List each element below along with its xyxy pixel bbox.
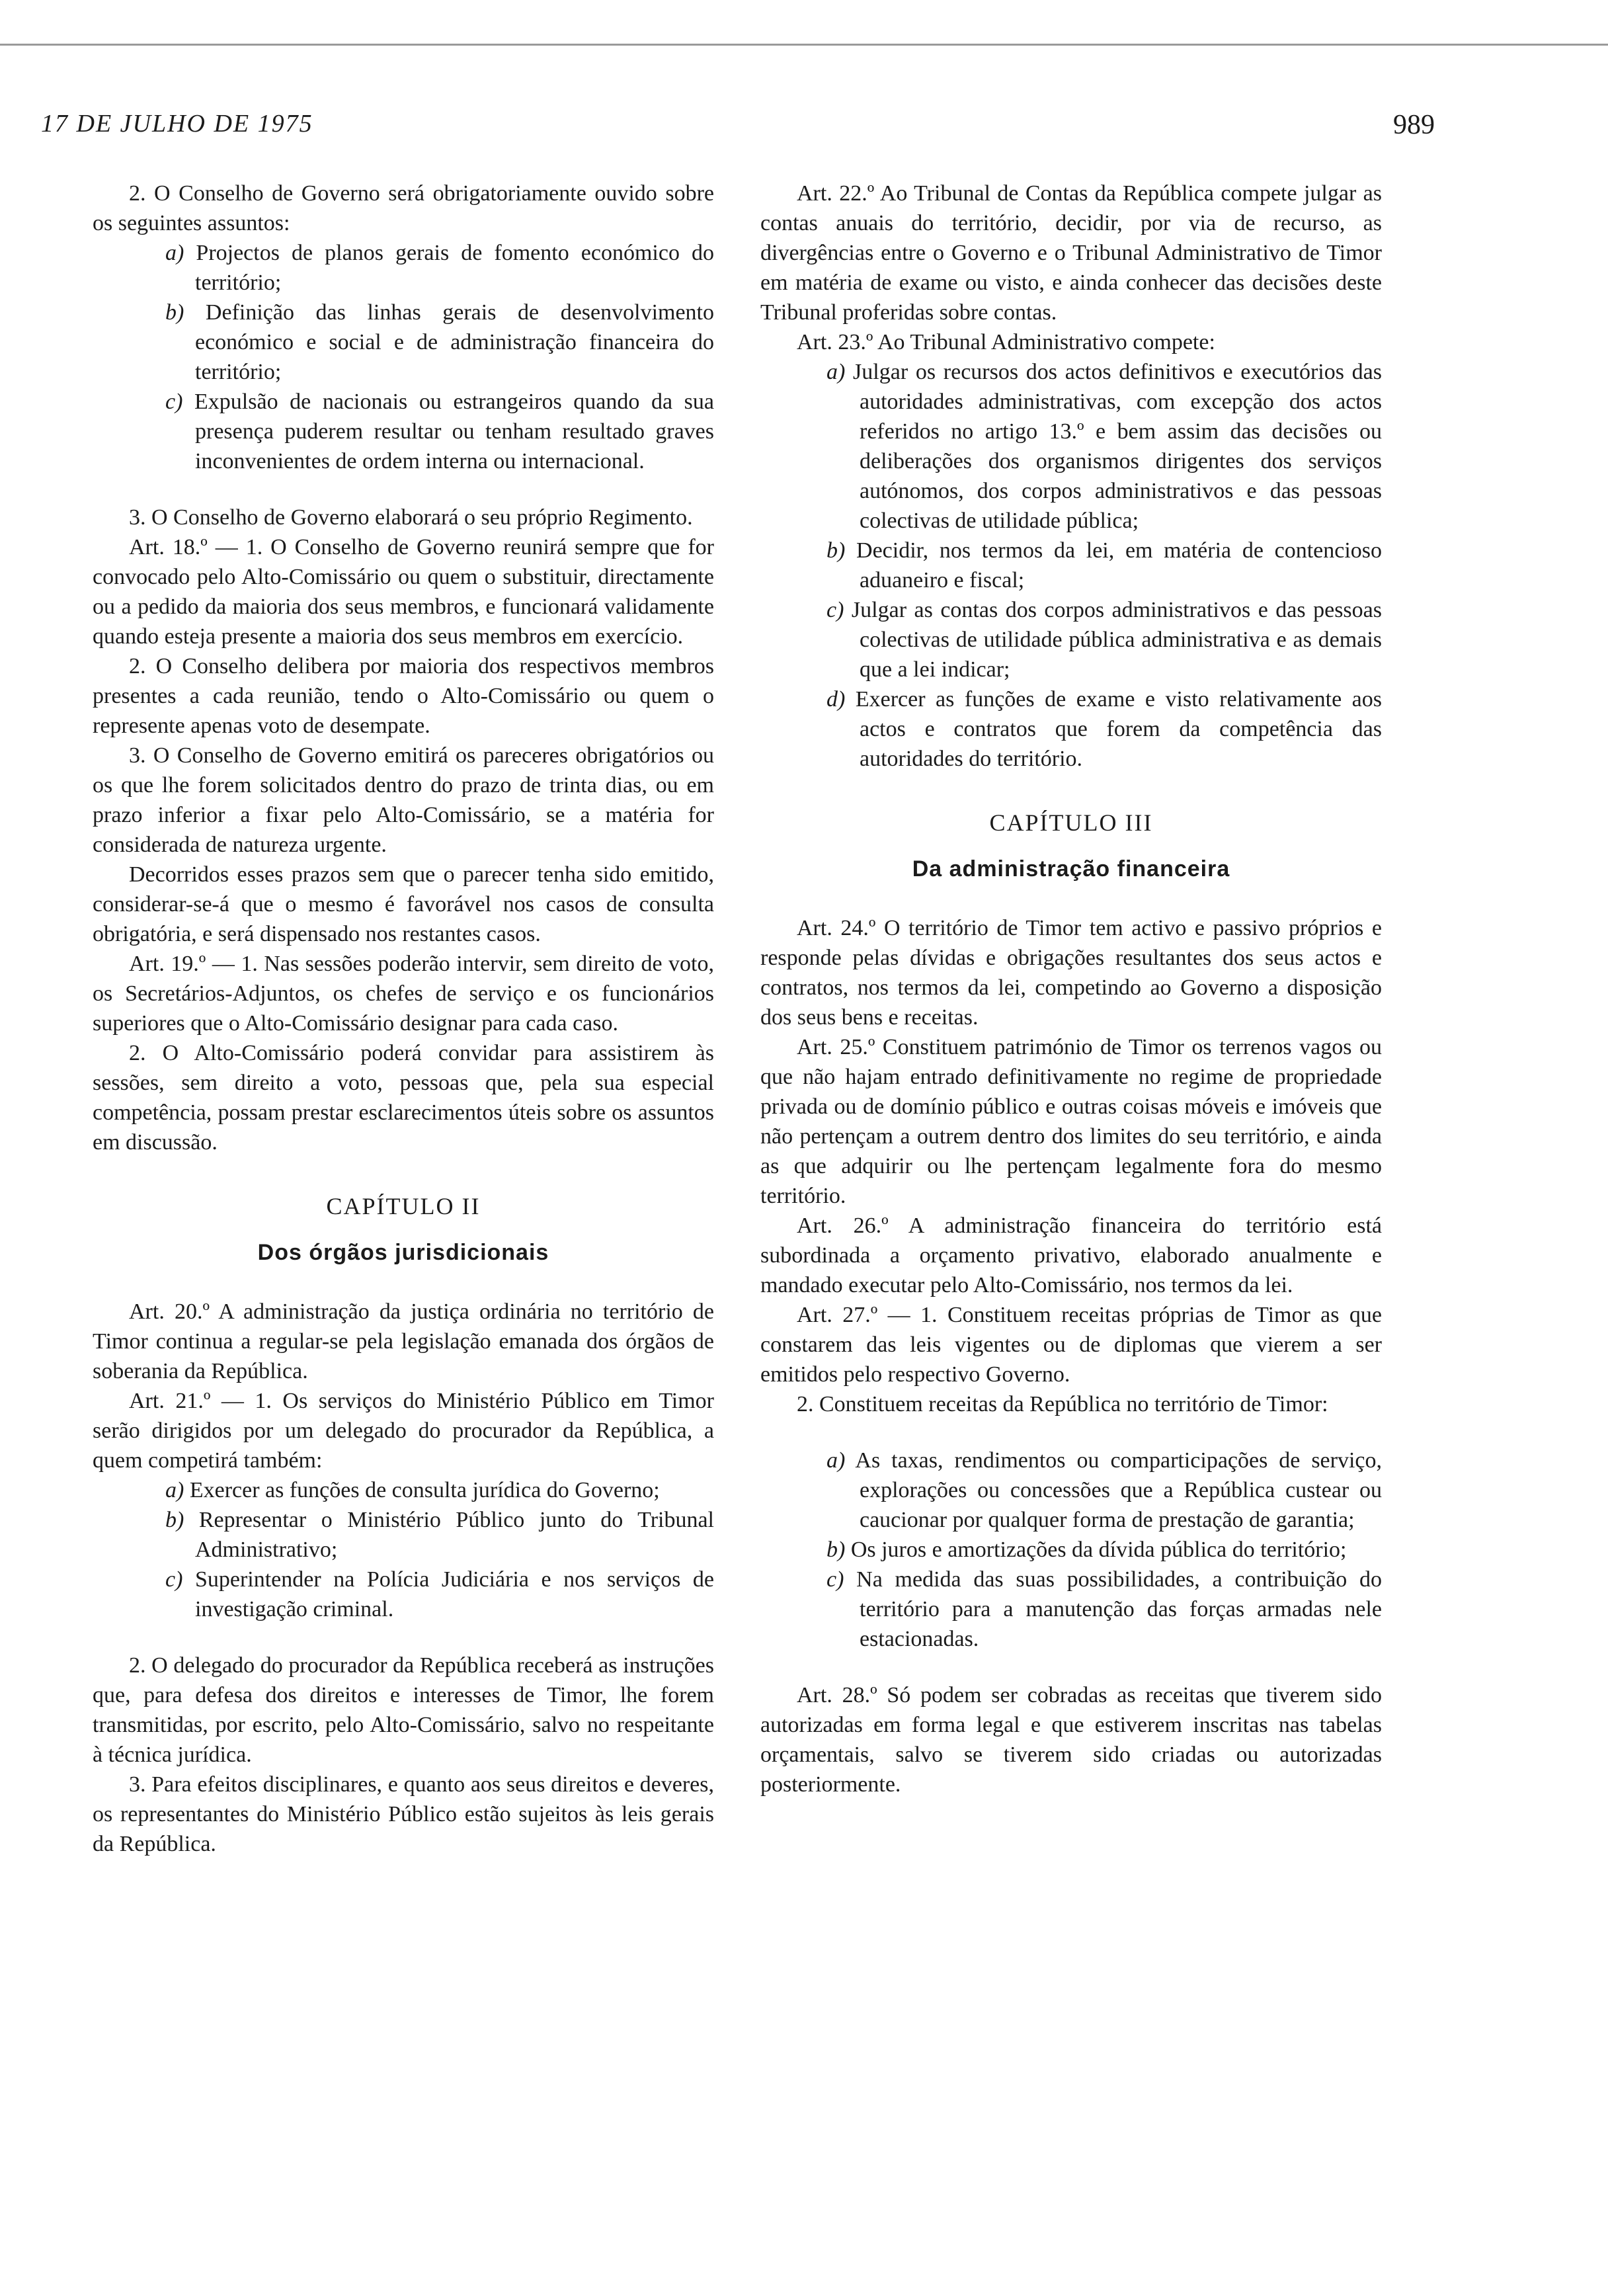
left-column [93,179,714,1859]
list-item-letter: a) [165,1478,184,1502]
list-item-letter: c) [165,1567,183,1592]
paragraph: 3. Para efeitos disciplinares, e quanto aos seus direitos e deveres, os representantes do Ministério Público estão sujeitos às leis gerais da República. [93,1772,714,1856]
list-item [165,1475,714,1505]
paragraph: Art. 23.º Ao Tribunal Administrativo compete: [797,330,1215,354]
paragraph: Art. 24.º O território de Timor tem activo e passivo próprios e responde pelas dívidas e obrigações resultantes dos seus actos e contratos, nos termos da lei, competindo ao Governo a disposição dos seus bens e receitas. [760,916,1382,1030]
list-item [826,595,1382,684]
list-item [165,1505,714,1565]
header-date: 17 DE JULHO DE 1975 [41,110,313,138]
list-item-text: Decidir, nos termos da lei, em matéria de contencioso aduaneiro e fiscal; [856,538,1383,593]
list-item-text: Exercer as funções de consulta jurídica do Governo; [189,1478,660,1502]
paragraph: Art. 25.º Constituem património de Timor os terrenos vagos ou que não hajam entrado definitivamente no regime de propriedade privada ou de domínio público e outras coisas móveis e imóveis que não pertençam a outrem dentro dos limites do seu território, e ainda as que adquirir ou lhe pertençam legalmente fora do mesmo território. [760,1035,1382,1208]
page-number: 989 [1393,110,1435,140]
list-item [165,387,715,476]
list-item [826,1535,1382,1565]
page-header [33,109,1435,155]
list-item [826,357,1383,536]
list-item-letter: d) [826,687,846,712]
list-item-letter: a) [826,360,846,384]
list-item [826,1565,1383,1654]
paragraph: Art. 18.º — 1. O Conselho de Governo reunirá sempre que for convocado pelo Alto-Comissário ou quem o substituir, directamente ou a pedido da maioria dos seus membros, e funcionará validamente quando esteja presente a maioria dos seus membros em exercício. [93,535,714,649]
paragraph: Art. 22.º Ao Tribunal de Contas da República compete julgar as contas anuais do território, decidir, por via de recurso, as divergências entre o Governo e o Tribunal Administrativo de Timor em matéria de exame ou visto, e ainda conhecer das decisões deste Tribunal proferidas sobre contas. [760,181,1382,325]
paragraph: Art. 28.º Só podem ser cobradas as receitas que tiverem sido autorizadas em forma legal e que estiverem inscritas nas tabelas orçamentais, salvo se tiverem sido criadas ou autorizadas posteriormente. [760,1683,1382,1797]
list-item [826,536,1383,595]
paragraph: Art. 20.º A administração da justiça ordinária no território de Timor continua a regular-se pela legislação emanada dos órgãos de soberania da República. [93,1299,714,1383]
list-item-text: As taxas, rendimentos ou comparticipações de serviço, explorações ou concessões que a República custear ou caucionar por qualquer forma de prestação de garantia; [855,1448,1382,1532]
list-item-text: Representar o Ministério Público junto do Tribunal Administrativo; [195,1508,714,1562]
right-column [760,179,1382,1799]
paragraph: 2. O Alto-Comissário poderá convidar para assistirem às sessões, sem direito a voto, pessoas que, pela sua especial competência, possam prestar esclarecimentos úteis sobre os assuntos em discussão. [93,1041,714,1155]
chapter-heading: CAPÍTULO III [989,809,1153,836]
list-item-text: Julgar as contas dos corpos administrativos e das pessoas colectivas de utilidade pública administrativa e as demais que a lei indicar; [851,598,1382,682]
paragraph: 3. O Conselho de Governo elaborará o seu próprio Regimento. [129,505,693,530]
paragraph: 2. Constituem receitas da República no território de Timor: [797,1392,1328,1416]
chapter-subtitle: Da administração financeira [912,856,1230,882]
list-item-text: Definição das linhas gerais de desenvolvimento económico e social e de administração financeira do território; [195,300,715,384]
page-top-rule [0,44,1608,46]
chapter-heading: CAPÍTULO II [326,1193,481,1219]
list-item-text: Os juros e amortizações da dívida pública do território; [850,1538,1347,1562]
list-item-letter: c) [165,390,183,414]
paragraph: 3. O Conselho de Governo emitirá os pareceres obrigatórios ou os que lhe forem solicitados dentro do prazo de trinta dias, ou em prazo inferior a fixar pelo Alto-Comissário, se a matéria for considerada de natureza urgente. [93,743,714,857]
paragraph: 2. O Conselho de Governo será obrigatoriamente ouvido sobre os seguintes assuntos: [93,181,714,235]
paragraph: 2. O Conselho delibera por maioria dos respectivos membros presentes a cada reunião, tendo o Alto-Comissário ou quem o represente apenas voto de desempate. [93,654,714,738]
list-item-letter: c) [826,1567,844,1592]
list-item-text: Projectos de planos gerais de fomento económico do território; [195,241,715,295]
paragraph: 2. O delegado do procurador da República receberá as instruções que, para defesa dos direitos e interesses de Timor, lhe forem transmitidas, por escrito, pelo Alto-Comissário, salvo no respeitante à técnica jurídica. [93,1653,714,1767]
list-item-text: Exercer as funções de exame e visto relativamente aos actos e contratos que forem da competência das autoridades do território. [855,687,1382,771]
list-item-letter: b) [826,1538,846,1562]
list-item-letter: b) [165,300,184,325]
paragraph: Decorridos esses prazos sem que o parecer tenha sido emitido, considerar-se-á que o mesmo é favorável nos casos de consulta obrigatória, e será dispensado nos restantes casos. [93,862,714,946]
list-item [165,298,715,387]
list-item-text: Na medida das suas possibilidades, a contribuição do território para a manutenção das forças armadas nele estacionadas. [856,1567,1383,1651]
list-item [826,1446,1382,1535]
list-item [165,238,715,298]
list-item-text: Expulsão de nacionais ou estrangeiros quando da sua presença puderem resultar ou tenham resultado graves inconvenientes de ordem interna ou internacional. [194,390,715,473]
list-item-text: Superintender na Polícia Judiciária e nos serviços de investigação criminal. [194,1567,714,1621]
chapter-subtitle: Dos órgãos jurisdicionais [257,1240,549,1265]
paragraph: Art. 21.º — 1. Os serviços do Ministério Público em Timor serão dirigidos por um delegado do procurador da República, a quem competirá também: [93,1389,714,1473]
list-item-letter: c) [826,598,844,622]
list-item-letter: a) [826,1448,846,1473]
paragraph: Art. 19.º — 1. Nas sessões poderão intervir, sem direito de voto, os Secretários-Adjuntos, os chefes de serviço e os funcionários superiores que o Alto-Comissário designar para cada caso. [93,952,714,1036]
list-item [165,1565,714,1624]
list-item-letter: a) [165,241,184,265]
list-item-letter: b) [826,538,846,563]
list-item-text: Julgar os recursos dos actos definitivos e executórios das autoridades administrativas, com excepção dos actos referidos no artigo 13.º e bem assim das decisões ou deliberações dos organismos dirigentes dos serviços autónomos, dos corpos administrativos e das pessoas colectivas de utilidade pública; [853,360,1383,533]
paragraph: Art. 27.º — 1. Constituem receitas próprias de Timor as que constarem das leis vigentes ou de diplomas que vierem a ser emitidos pelo respectivo Governo. [760,1303,1382,1387]
paragraph: Art. 26.º A administração financeira do território está subordinada a orçamento privativo, elaborado anualmente e mandado executar pelo Alto-Comissário, nos termos da lei. [760,1213,1382,1297]
list-item [826,684,1382,774]
list-item-letter: b) [165,1508,184,1532]
